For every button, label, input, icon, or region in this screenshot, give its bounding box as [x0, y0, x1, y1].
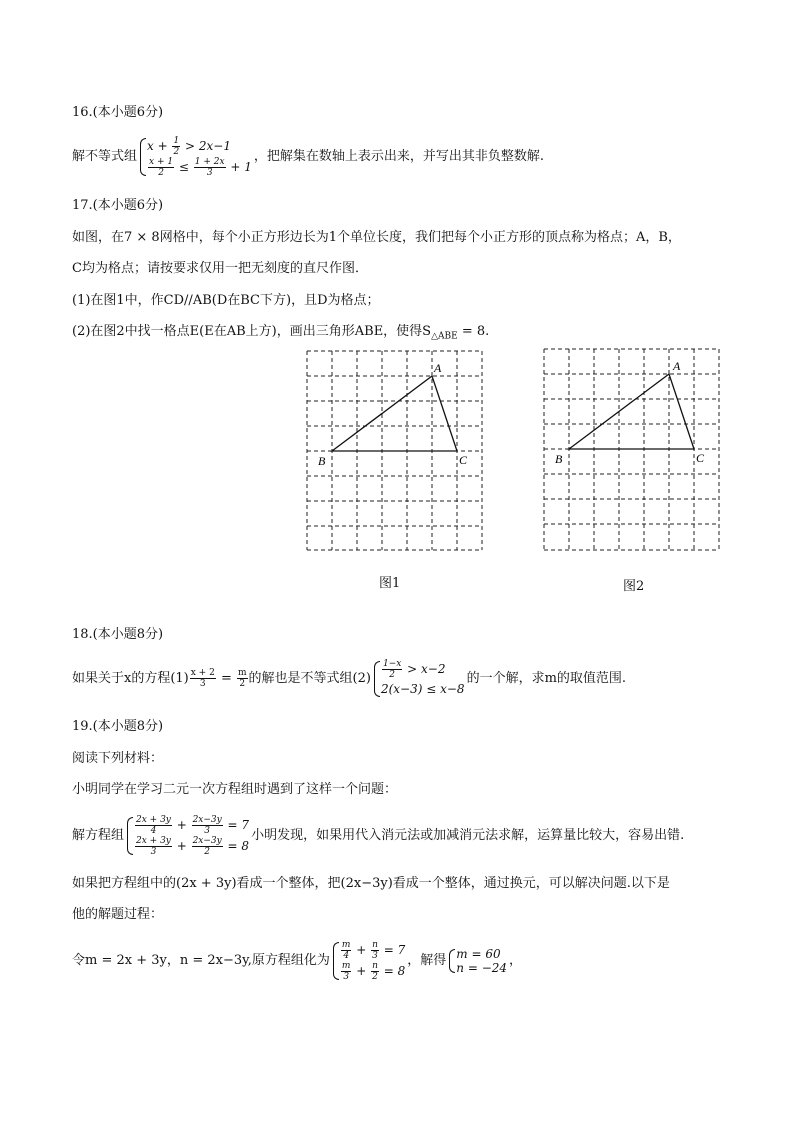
q19-line4: 如果把方程组中的(2x + 3y)看成一个整体，把(2x−3y)看成一个整体，通过换元，可以解决问题.以下是 [72, 876, 670, 891]
label-a-2: A [673, 359, 681, 373]
q19-line5: 他的解题过程： [72, 907, 164, 922]
triangle-abc [332, 376, 457, 451]
q16-inequality-system [139, 136, 252, 178]
q16-prefix: 解不等式组 [72, 149, 138, 164]
q16-header: 16.(本小题6分) [72, 105, 164, 120]
q16-suffix: ，把解集在数轴上表示出来，并写出其非负整数解. [253, 149, 545, 164]
q17-line4: (2)在图2中找一格点E(E在AB上方)，画出三角形ABE，使得$S_{\triangle ABE} = 8$. [72, 324, 490, 342]
q17-line1: 如图，在7 × 8网格中，每个小正方形边长为1个单位长度，我们把每个小正方形的顶点称为格点；A，B， [72, 230, 681, 245]
figure-2-caption: 图2 [623, 579, 645, 594]
label-c-2: C [696, 451, 705, 465]
label-b: B [318, 454, 326, 468]
q16-row2: $\frac{x + 1}{2}$ ≤ $\frac{1 + 2x}{3}$ + 1 [149, 156, 252, 178]
q19-solution-system: m = 60 n = −24 [448, 947, 507, 975]
figure-1-grid [306, 350, 484, 552]
q19-header: 19.(本小题8分) [72, 719, 164, 734]
triangle-abc-2 [569, 374, 694, 449]
q18-header: 18.(本小题8分) [72, 627, 164, 642]
figure-1-caption: 图1 [379, 576, 401, 591]
q18-eq-left: $\frac{x + 2}{3}$ [190, 668, 215, 689]
q18-body: 如果关于x的方程(1) $\frac{x + 2}{3}$ = $\frac{m}{2}$ 的解也是不等式组(2) $\frac{1-x}{2}$ > x−2 2(x−3) ≤ x−8 的一个解，求m的取值范围. [72, 656, 626, 702]
q17-line3: (1)在图1中，作CD//AB(D在BC下方)，且D为格点； [72, 293, 380, 308]
q17-line2: C均为格点；请按要求仅用一把无刻度的直尺作图． [72, 261, 368, 276]
q19-equation-system: $\frac{2x + 3y}{4}$ + $\frac{2x-3y}{3}$ = 7 $\frac{2x + 3y}{3}$ + $\frac{2x-3y}{2}$ = 8 [126, 815, 249, 857]
q16-body [72, 134, 544, 180]
label-a: A [434, 361, 442, 375]
q18-inequality-system: $\frac{1-x}{2}$ > x−2 2(x−3) ≤ x−8 [373, 659, 465, 699]
q19-substituted-system: $\frac{m}{4}$ + $\frac{n}{3}$ = 7 $\frac{m}{3}$ + $\frac{n}{2}$ = 8 [332, 940, 405, 982]
q19-line3: 解方程组 $\frac{2x + 3y}{4}$ + $\frac{2x-3y}{3}$ = 7 $\frac{2x + 3y}{3}$ + $\frac{2x-3y}{2}$ = 8 小明发现，如果用代入消元法或加减消元法求解，运算量比较大，容易出错. [72, 814, 685, 857]
label-b-2: B [555, 452, 563, 466]
label-c: C [459, 453, 468, 467]
q19-line2: 小明同学在学习二元一次方程组时遇到了这样一个问题： [72, 782, 398, 797]
q19-line1: 阅读下列材料： [72, 751, 164, 766]
q16-row1: x + $\frac{1}{2}$ > 2x−1 [147, 135, 231, 157]
q17-header: 17.(本小题6分) [72, 198, 164, 213]
q18-eq-right: $\frac{m}{2}$ [238, 668, 247, 689]
figure-2-grid [543, 348, 721, 552]
q19-line6: 令m = 2x + 3y，n = 2x−3y,原方程组化为 $\frac{m}{4}$ + $\frac{n}{3}$ = 7 $\frac{m}{3}$ + $\frac{n}{2}$ = 8 ，解得 m = 60 n = −24 ， [72, 939, 523, 982]
